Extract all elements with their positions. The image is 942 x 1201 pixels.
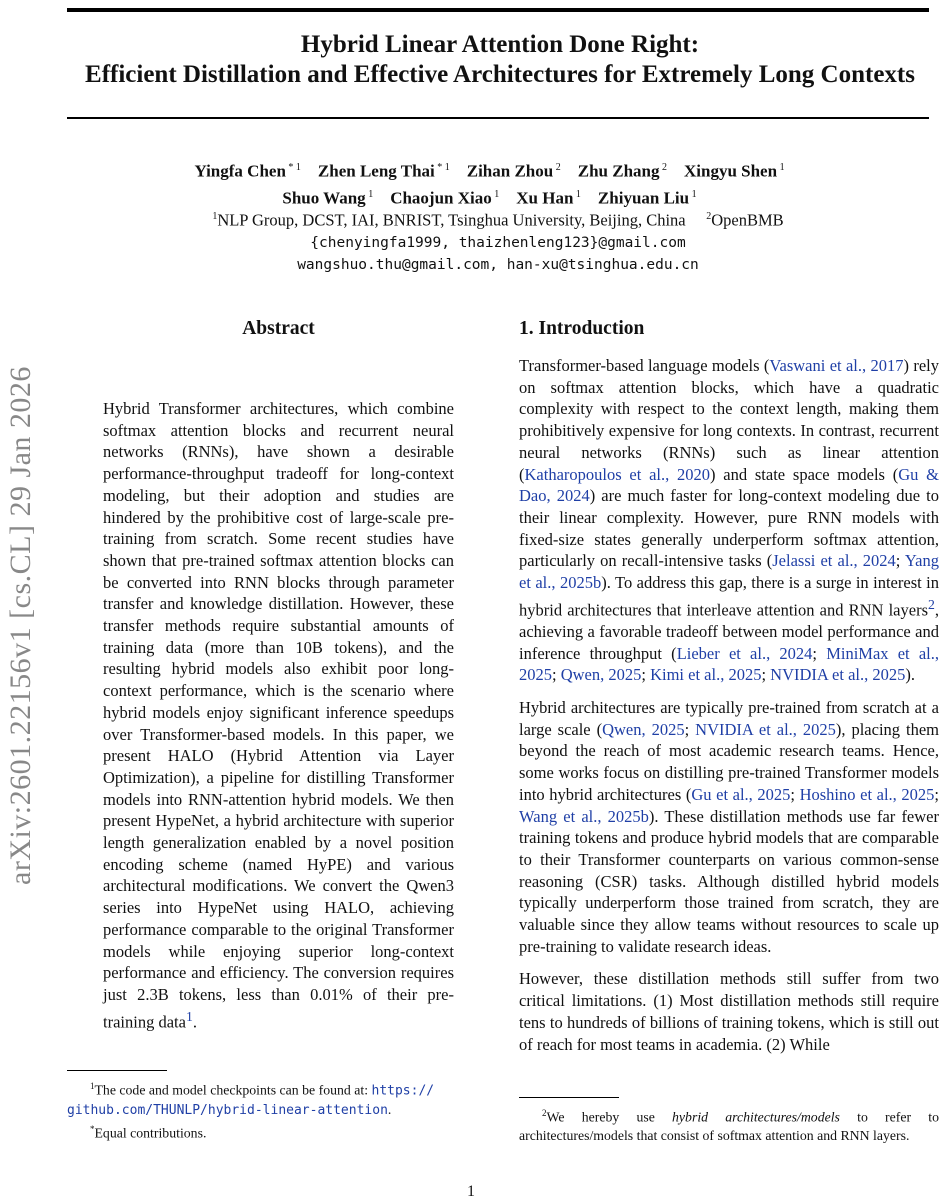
author-affil-mark: * 1: [285, 162, 301, 173]
title-line-2: Efficient Distillation and Effective Architectures for Extremely Long Contexts: [85, 61, 915, 88]
title-line-1: Hybrid Linear Attention Done Right:: [300, 31, 700, 58]
affiliation-2: OpenBMB: [711, 210, 784, 230]
affiliations: [67, 206, 929, 276]
author-affil-mark: 1: [573, 188, 581, 200]
abstract-heading: Abstract: [242, 318, 315, 339]
author-name: Zihan Zhou: [466, 161, 554, 181]
fn1-end: .: [387, 1101, 392, 1117]
left-footnote-rule: [67, 1070, 167, 1071]
author-row-1: [67, 156, 929, 183]
author-affil-mark: * 1: [434, 162, 450, 173]
fn-star-mark: *: [90, 1123, 95, 1134]
citation-link[interactable]: NVIDIA et al., 2025: [695, 719, 836, 739]
abstract-body: [103, 398, 454, 1044]
citation-link[interactable]: MiniMax et al., 2025: [519, 643, 940, 685]
footnote-ref[interactable]: 2: [928, 596, 935, 612]
citation-link[interactable]: Kimi et al., 2025: [650, 665, 762, 685]
author-name: Xu Han: [516, 188, 574, 208]
author-name: Shuo Wang: [282, 188, 366, 208]
fn1-text: The code and model checkpoints can be found at:: [94, 1082, 372, 1098]
author-name: Zhu Zhang: [577, 161, 660, 181]
footnote-1: [67, 1077, 497, 1142]
citation-link[interactable]: Yang et al., 2025b: [519, 551, 939, 593]
intro-paragraph-2: Hybrid architectures are typically pre-trained from scratch at a large scale (Qwen, 2025; NVIDIA et al., 2025), placing them beyond the reach of most academic research teams. Hence, some works focus on distilling pre-trained Transformer models into hybrid architectures (Gu et al., 2025; Hoshino et al., 2025; Wang et al., 2025b). These distillation methods use far fewer training tokens and produce hybrid models that are comparable to their Transformer counterparts on various common-sense reasoning (CSR) tasks. Although distilled hybrid models typically underperform those trained from scratch, they are valuable since they allow teams without resources to scale up pre-training to validate research ideas.: [519, 698, 939, 956]
affiliation-1: NLP Group, DCST, IAI, BNRIST, Tsinghua University, Beijing, China: [217, 210, 686, 230]
author-name: Zhiyuan Liu: [597, 188, 690, 208]
aff2-mark: 2: [706, 211, 712, 222]
emails-line-2: wangshuo.thu@gmail.com, han-xu@tsinghua.edu.cn: [297, 256, 699, 273]
intro-heading: 1. Introduction: [519, 318, 645, 339]
fn2-text-a: We hereby use: [546, 1109, 673, 1125]
author-name: Chaojun Xiao: [390, 188, 492, 208]
citation-link[interactable]: Wang et al., 2025b: [519, 806, 649, 826]
fn1-mark: 1: [90, 1081, 95, 1091]
footnote-1-ref[interactable]: 1: [185, 1008, 193, 1024]
fn-star-text: Equal contributions.: [94, 1125, 207, 1141]
affiliation-line: [67, 206, 929, 232]
author-name: Yingfa Chen: [194, 161, 286, 181]
abstract-text: Hybrid Transformer architectures, which combine softmax attention blocks and recurrent neural networks (RNNs), have shown a desirable performance-throughput tradeoff for long-context modeling, but their adoption and studies are hindered by the prohibitive cost of large-scale pre-training from scratch. Some recent studies have shown that pre-trained softmax attention blocks can be converted into RNN blocks through parameter transfer and knowledge distillation. However, these transfer methods require substantial amounts of training data (more than 10B tokens), and the resulting hybrid models also exhibit poor long-context performance, which is the scenario where hybrid models enjoy significant inference speedups over Transformer-based models. In this paper, we present HALO (Hybrid Attention via Layer Optimization), a pipeline for distilling Transformer models into RNN-attention hybrid models. We then present HypeNet, a hybrid architecture with superior length generalization enabled by a novel position encoding scheme (named HyPE) and various architectural modifications. We convert the Qwen3 series into HypeNet using HALO, achieving performance comparable to the original Transformer models while enjoying superior long-context performance and efficiency. The conversion requires just 2.3B tokens, less than 0.01% of their pre-training data: [103, 399, 454, 1032]
intro-paragraph-3: However, these distillation methods still suffer from two critical limitations. (1) Most distillation methods still require tens to hundreds of billions of training tokens, which is still out of reach for most teams in academia. (2) While: [519, 969, 939, 1054]
title-bottom-rule: [67, 117, 929, 119]
footnote-2: [519, 1104, 939, 1145]
aff1-mark: 1: [212, 211, 218, 222]
citation-link[interactable]: Vaswani et al., 2017: [769, 356, 904, 375]
fn2-mark: 2: [542, 1108, 547, 1118]
right-footnote-rule: [519, 1097, 619, 1098]
author-affil-mark: 1: [365, 188, 374, 200]
citation-link[interactable]: Jelassi et al., 2024: [772, 551, 896, 571]
fn1-link-a[interactable]: https://: [371, 1083, 435, 1099]
abstract-end: .: [192, 1012, 197, 1032]
fn2-text-b: to refer to architectures/models that consist of softmax attention and RNN layers.: [519, 1109, 939, 1143]
citation-link[interactable]: Hoshino et al., 2025: [799, 784, 935, 804]
fn1-link-b[interactable]: github.com/THUNLP/hybrid-linear-attention: [67, 1102, 388, 1118]
author-affil-mark: 2: [553, 162, 561, 173]
title-top-rule: [67, 8, 929, 12]
author-name: Xingyu Shen: [683, 161, 778, 181]
emails-line-1: {chenyingfa1999, thaizhenleng123}@gmail.com: [310, 234, 686, 251]
citation-link[interactable]: Gu et al., 2025: [691, 784, 791, 804]
author-name: Zhen Leng Thai: [317, 161, 435, 181]
intro-body: [519, 355, 939, 1066]
citation-link[interactable]: NVIDIA et al., 2025: [770, 665, 906, 685]
author-affil-mark: 2: [659, 162, 667, 173]
citation-link[interactable]: Katharopoulos et al., 2020: [524, 464, 711, 484]
citation-link[interactable]: Qwen, 2025: [602, 719, 685, 739]
author-list: [67, 156, 929, 209]
author-affil-mark: 1: [689, 188, 697, 200]
page-number: 1: [467, 1183, 475, 1200]
fn2-italic: hybrid architectures/models: [672, 1109, 840, 1125]
arxiv-stamp: arXiv:2601.22156v1 [cs.CL] 29 Jan 2026: [4, 366, 37, 885]
author-affil-mark: 1: [777, 162, 785, 173]
intro-paragraph-1: Transformer-based language models (Vaswani et al., 2017) rely on softmax attention blocks, which have a quadratic complexity with respect to the context length, making them prohibitively expensive for long contexts. In contrast, recurrent neural networks (RNNs) such as linear attention (Katharopoulos et al., 2020) and state space models (Gu & Dao, 2024) are much faster for long-context modeling due to their linear complexity. However, pure RNN models with fixed-size states generally underperform softmax attention, particularly on recall-intensive tasks (Jelassi et al., 2024; Yang et al., 2025b). To address this gap, there is a surge in interest in hybrid architectures that interleave attention and RNN layers$^2$, achieving a favorable tradeoff between model performance and inference throughput (Lieber et al., 2024; MiniMax et al., 2025; Qwen, 2025; Kimi et al., 2025; NVIDIA et al., 2025).: [519, 356, 940, 685]
citation-link[interactable]: Qwen, 2025: [560, 665, 642, 685]
citation-link[interactable]: Gu & Dao, 2024: [519, 464, 940, 506]
author-affil-mark: 1: [491, 188, 500, 200]
citation-link[interactable]: Lieber et al., 2024: [676, 643, 813, 663]
paper-title: [40, 30, 942, 90]
